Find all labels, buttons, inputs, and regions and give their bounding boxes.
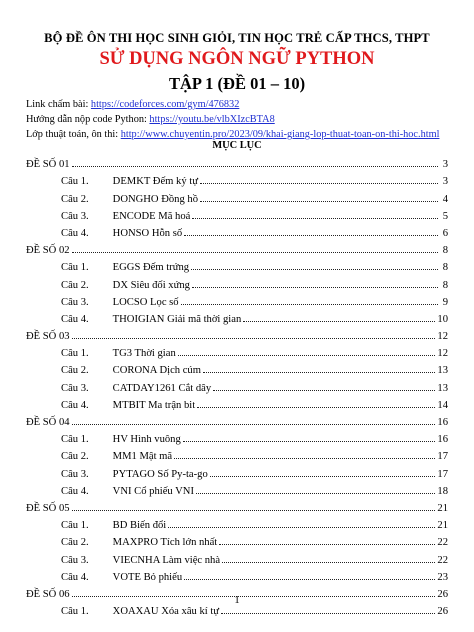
toc-entry-title: VOTE Bỏ phiếu — [112, 571, 183, 583]
toc-question-entry[interactable] — [26, 428, 448, 445]
toc-entry-label: ĐỀ SỐ 05 — [26, 502, 70, 514]
toc-question-entry[interactable] — [26, 256, 448, 273]
toc-entry-title: TG3 Thời gian — [112, 348, 176, 360]
toc-dot-leader — [181, 304, 438, 305]
page-number: 1 — [234, 595, 240, 606]
toc-section-entry[interactable] — [26, 497, 448, 514]
toc-dot-leader — [243, 321, 435, 322]
toc-entry-label: Câu 2. — [61, 537, 89, 549]
toc-entry-page: 8 — [442, 262, 448, 274]
grading-link[interactable]: https://codeforces.com/gym/476832 — [90, 99, 240, 110]
toc-question-entry[interactable] — [26, 187, 448, 204]
toc-dot-leader — [72, 166, 438, 167]
toc-entry-title: HV Hình vuông — [112, 434, 181, 446]
toc-entry-label: Câu 3. — [61, 382, 89, 394]
toc-entry-label: Câu 3. — [61, 468, 89, 480]
toc-entry-page: 6 — [442, 227, 448, 239]
toc-entry-title: HONSO Hỗn số — [112, 227, 183, 239]
header-title: SỬ DỤNG NGÔN NGỮ PYTHON — [99, 49, 375, 69]
toc-dot-leader — [184, 235, 438, 236]
toc-entry-page: 22 — [437, 554, 448, 566]
toc-entry-page: 23 — [437, 571, 448, 583]
toc-entry-label: Câu 4. — [61, 485, 89, 497]
toc-entry-page: 21 — [437, 502, 448, 514]
toc-dot-leader — [72, 424, 436, 425]
toc-dot-leader — [197, 407, 435, 408]
toc-entry-label: Câu 4. — [61, 571, 89, 583]
toc-entry-label: ĐỀ SỐ 04 — [26, 417, 70, 428]
toc-entry-label: ĐỀ SỐ 01 — [26, 159, 70, 171]
toc-entry-label: Câu 1. — [61, 606, 89, 618]
header-line-1: BỘ ĐỀ ÔN THI HỌC SINH GIỎI, TIN HỌC TRẺ CẤP THCS, THPT — [44, 31, 430, 45]
toc-question-entry[interactable] — [26, 462, 448, 479]
toc-entry-title: DONGHO Đồng hồ — [112, 193, 199, 205]
toc-entry-page: 13 — [437, 382, 448, 394]
toc-entry-page: 26 — [437, 588, 448, 600]
toc-dot-leader — [174, 458, 435, 459]
toc-question-entry[interactable] — [26, 222, 448, 239]
toc-dot-leader — [203, 372, 435, 373]
toc-dot-leader — [200, 201, 438, 202]
toc-entry-title: CORONA Dịch cúm — [112, 365, 201, 377]
toc-entry-label: Câu 3. — [61, 554, 89, 566]
toc-entry-title: PYTAGO Số Py-ta-go — [112, 468, 208, 480]
toc-entry-page: 12 — [437, 348, 448, 360]
toc-entry-page: 3 — [442, 159, 448, 171]
toc-section-entry[interactable] — [26, 325, 448, 342]
guide-video-link[interactable]: https://youtu.be/vlbXIzcBTA8 — [149, 114, 275, 125]
toc-entry-title: CATDAY1261 Cắt dây — [112, 382, 212, 394]
toc-question-entry[interactable] — [26, 205, 448, 222]
toc-entry-title: VIECNHA Làm việc nhà — [112, 554, 221, 566]
toc-entry-label: Câu 4. — [61, 227, 89, 239]
toc-entry-page: 12 — [437, 331, 448, 343]
toc-question-entry[interactable] — [26, 291, 448, 308]
toc-entry-page: 4 — [442, 193, 448, 205]
toc-question-entry[interactable] — [26, 376, 448, 393]
links-block — [26, 97, 439, 142]
toc-entry-page: 18 — [437, 485, 448, 497]
toc-entry-label: Câu 2. — [61, 365, 89, 377]
toc-dot-leader — [222, 562, 435, 563]
toc-dot-leader — [219, 544, 435, 545]
toc-entry-page: 21 — [437, 520, 448, 532]
toc-entry-title: MAXPRO Tích lớn nhất — [112, 537, 218, 549]
toc-dot-leader — [191, 269, 438, 270]
toc-entry-title: DX Siêu đối xứng — [112, 279, 190, 291]
toc-dot-leader — [72, 252, 438, 253]
toc-dot-leader — [213, 390, 435, 391]
toc-dot-leader — [196, 493, 435, 494]
toc-question-entry[interactable] — [26, 514, 448, 531]
toc-question-entry[interactable] — [26, 359, 448, 376]
toc-entry-page: 17 — [437, 468, 448, 480]
toc-entry-label: Câu 2. — [61, 279, 89, 291]
toc-question-entry[interactable] — [26, 445, 448, 462]
toc-dot-leader — [192, 218, 438, 219]
toc-entry-page: 8 — [442, 245, 448, 257]
toc-question-entry[interactable] — [26, 170, 448, 187]
toc-title: MỤC LỤC — [212, 140, 262, 151]
toc-entry-title: ENCODE Mã hoá — [112, 210, 191, 222]
toc-entry-page: 16 — [437, 434, 448, 446]
toc-entry-page: 9 — [442, 296, 448, 308]
link-row-guide — [26, 112, 439, 127]
toc-entry-label: Câu 1. — [61, 434, 89, 446]
toc-entry-title: BD Biến đổi — [112, 520, 167, 532]
toc-entry-page: 17 — [437, 451, 448, 463]
toc-entry-title: THOIGIAN Giải mã thời gian — [112, 313, 242, 325]
toc-question-entry[interactable] — [26, 273, 448, 290]
toc-entry-label: Câu 1. — [61, 520, 89, 532]
toc-entry-title: DEMKT Đếm ký tự — [112, 176, 198, 188]
toc-question-entry[interactable] — [26, 531, 448, 548]
toc-entry-page: 22 — [437, 537, 448, 549]
table-of-contents — [26, 153, 448, 617]
link-label: Link chấm bài: — [26, 99, 91, 110]
toc-dot-leader — [200, 183, 438, 184]
toc-entry-label: ĐỀ SỐ 02 — [26, 245, 70, 257]
toc-entry-page: 26 — [437, 606, 448, 618]
toc-dot-leader — [192, 287, 438, 288]
toc-entry-title: XOAXAU Xóa xâu kí tự — [112, 606, 220, 618]
toc-dot-leader — [72, 338, 436, 339]
toc-question-entry[interactable] — [26, 548, 448, 565]
toc-dot-leader — [183, 441, 436, 442]
toc-entry-page: 10 — [437, 313, 448, 325]
toc-question-entry[interactable] — [26, 566, 448, 583]
toc-entry-label: Câu 2. — [61, 451, 89, 463]
toc-entry-label: Câu 3. — [61, 210, 89, 222]
toc-entry-title: EGGS Đếm trứng — [112, 262, 190, 274]
toc-dot-leader — [168, 527, 435, 528]
toc-entry-label: Câu 1. — [61, 176, 89, 188]
toc-entry-label: ĐỀ SỐ 03 — [26, 331, 70, 343]
toc-entry-label: Câu 2. — [61, 193, 89, 205]
toc-entry-title: LOCSO Lọc số — [112, 296, 179, 308]
toc-question-entry[interactable] — [26, 308, 448, 325]
toc-entry-page: 3 — [442, 176, 448, 188]
toc-dot-leader — [184, 579, 435, 580]
toc-entry-label: Câu 1. — [61, 262, 89, 274]
header-volume: TẬP 1 (ĐỀ 01 – 10) — [168, 74, 306, 93]
toc-entry-title: MTBIT Ma trận bit — [112, 399, 196, 411]
toc-question-entry[interactable] — [26, 480, 448, 497]
toc-entry-page: 5 — [442, 210, 448, 222]
link-row-grading — [26, 97, 439, 112]
toc-section-entry[interactable] — [26, 239, 448, 256]
toc-dot-leader — [221, 613, 435, 614]
link-label: Hướng dẫn nộp code Python: — [26, 114, 150, 125]
toc-entry-label: ĐỀ SỐ 06 — [26, 588, 70, 600]
class-link[interactable]: http://www.chuyentin.pro/2023/09/khai-giang-lop-thuat-toan-on-thi-hoc.html — [120, 129, 440, 140]
toc-entry-page: 8 — [442, 279, 448, 291]
toc-dot-leader — [210, 476, 436, 477]
toc-entry-label: Câu 1. — [61, 348, 89, 360]
link-label: Lớp thuật toán, ôn thi: — [26, 129, 121, 140]
toc-entry-page: 16 — [437, 417, 448, 428]
toc-entry-page: 14 — [437, 399, 448, 411]
toc-entry-label: Câu 3. — [61, 296, 89, 308]
toc-entry-title: VNI Cổ phiếu VNI — [112, 485, 194, 497]
toc-entry-page: 13 — [437, 365, 448, 377]
toc-question-entry[interactable] — [26, 342, 448, 359]
toc-entry-title: MM1 Mật mã — [112, 451, 173, 463]
toc-entry-label: Câu 4. — [61, 313, 89, 325]
toc-question-entry[interactable] — [26, 394, 448, 411]
toc-dot-leader — [178, 355, 436, 356]
toc-entry-label: Câu 4. — [61, 399, 89, 411]
toc-section-entry[interactable] — [26, 411, 448, 428]
toc-section-entry[interactable] — [26, 153, 448, 170]
toc-dot-leader — [72, 510, 436, 511]
